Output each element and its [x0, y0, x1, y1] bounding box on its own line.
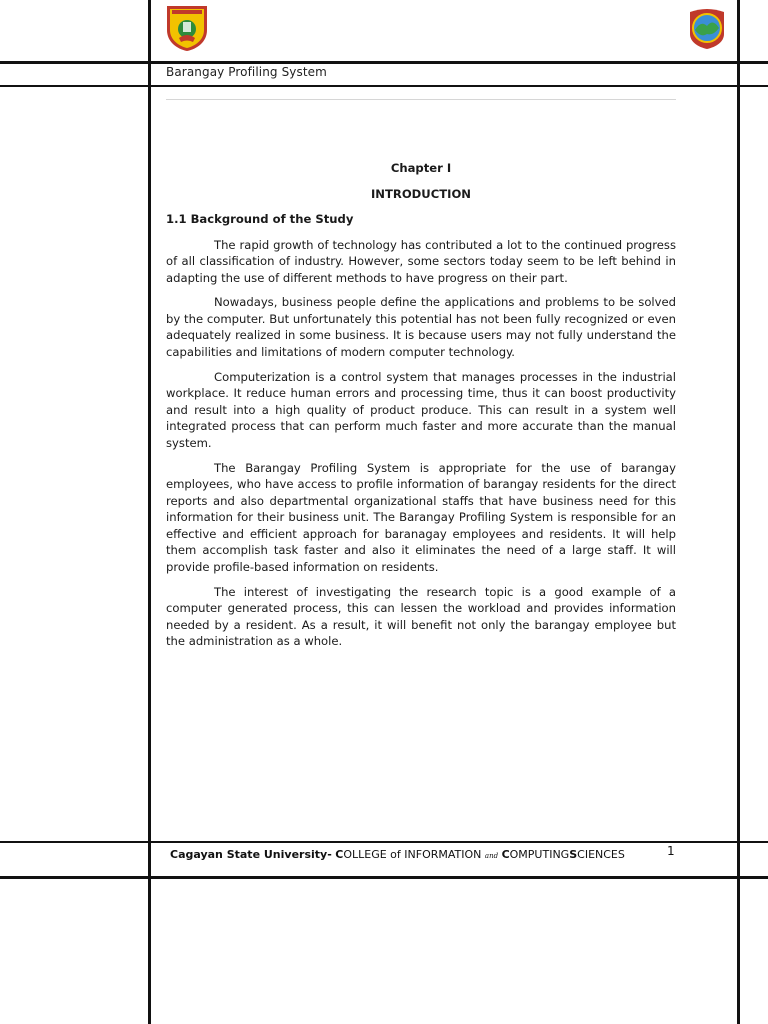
document-body	[166, 160, 676, 658]
college-emblem-right-logo	[686, 6, 728, 50]
chapter-number: Chapter I	[390, 161, 452, 175]
section-heading: 1.1 Background of the Study	[166, 212, 354, 226]
footer-sciences-text: CIENCES	[577, 848, 625, 861]
page-number: 1	[667, 844, 675, 858]
header-bottom-line	[0, 85, 768, 87]
footer-letter-c2: C	[501, 848, 510, 861]
footer-letter-s: S	[569, 848, 578, 861]
running-header-title: Barangay Profiling System	[166, 65, 327, 79]
paragraph: The Barangay Profiling System is appropriate for the use of barangay employees, who have access to profile information of barangay residents for the direct reports and also departmental organizational staffs that have business need for this information for their business unit. The Barangay Profiling System is responsible for an effective and efficient approach for baranagay employees and residents. It will help them accomplish task faster and also it eliminates the need of a large staff. It will provide profile-based information on residents.	[166, 460, 676, 574]
page-footer	[170, 848, 625, 861]
chapter-title: INTRODUCTION	[370, 186, 472, 201]
header-divider	[166, 99, 676, 100]
footer-university: Cagayan State University-	[170, 848, 332, 861]
paragraph: Computerization is a control system that manages processes in the industrial workplace. It reduce human errors and processing time, thus it can boost productivity and result into a high quality of product produce. This can result in a system well integrated process that can perform much faster and more accurate than the manual system.	[166, 369, 676, 450]
header-top-line	[0, 61, 768, 64]
paragraph: The rapid growth of technology has contributed a lot to the continued progress of all classification of industry. However, some sectors today seem to be left behind in adapting the use of different methods to have progress on their part.	[166, 237, 676, 285]
footer-college-text: OLLEGE of INFORMATION	[343, 848, 485, 861]
footer-letter-c1: C	[335, 848, 344, 861]
footer-bottom-line	[0, 876, 768, 879]
university-seal-left-logo	[164, 4, 210, 52]
left-margin-line	[148, 0, 151, 1024]
paragraph: Nowadays, business people define the applications and problems to be solved by the computer. But unfortunately this potential has not been fully recognized or even adequately realized in some business. It is because users may not fully understand the capabilities and limitations of modern computer technology.	[166, 295, 676, 359]
footer-and: and	[484, 852, 499, 860]
paragraph: The interest of investigating the research topic is a good example of a computer generated process, this can lessen the workload and provides information needed by a resident. As a result, it will benefit not only the barangay employee but the administration as a whole.	[166, 584, 676, 649]
footer-computing-text: OMPUTING	[509, 848, 570, 861]
right-margin-line	[737, 0, 740, 1024]
footer-top-line	[0, 841, 768, 843]
